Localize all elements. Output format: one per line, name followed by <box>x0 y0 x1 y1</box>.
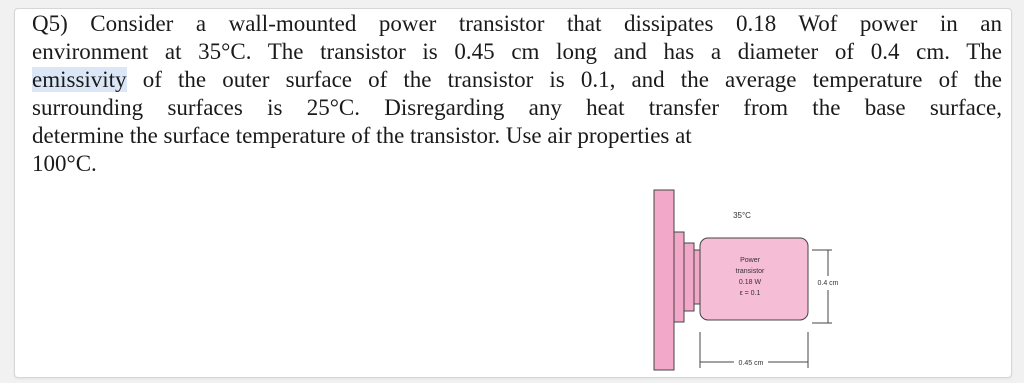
ambient-temp-label: 35°C <box>733 211 751 220</box>
mount-neck <box>694 250 700 304</box>
highlighted-word: emissivity <box>32 67 127 92</box>
question-line-1: Q5) Consider a wall-mounted power transistor that dissipates 0.18 Wof power in an <box>32 11 1002 36</box>
wall <box>654 190 674 370</box>
label-transistor: transistor <box>735 268 765 275</box>
question-line-4: surrounding surfaces is 25°C. Disregarding any heat transfer from the base surface, <box>32 95 1002 120</box>
length-label: 0.45 cm <box>738 360 764 367</box>
label-emissivity: ε = 0.1 <box>739 290 761 297</box>
question-text <box>32 10 1002 178</box>
question-line-6: 100°C. <box>32 151 97 176</box>
mount-plate <box>684 243 694 311</box>
mount-flange <box>674 232 684 322</box>
diameter-label: 0.4 cm <box>817 280 839 287</box>
label-power: Power <box>740 257 760 264</box>
question-line-2: environment at 35°C. The transistor is 0.45 cm long and has a diameter of 0.4 cm. The <box>32 39 1002 64</box>
question-line-3-rest: of the outer surface of the transistor is 0.1, and the average temperature of the <box>126 67 1002 92</box>
transistor-diagram <box>650 188 850 378</box>
question-line-5: determine the surface temperature of the transistor. Use air properties at <box>32 123 692 148</box>
label-power-value: 0.18 W <box>738 279 762 286</box>
transistor-figure <box>650 188 850 378</box>
question-line-3 <box>32 66 1002 94</box>
